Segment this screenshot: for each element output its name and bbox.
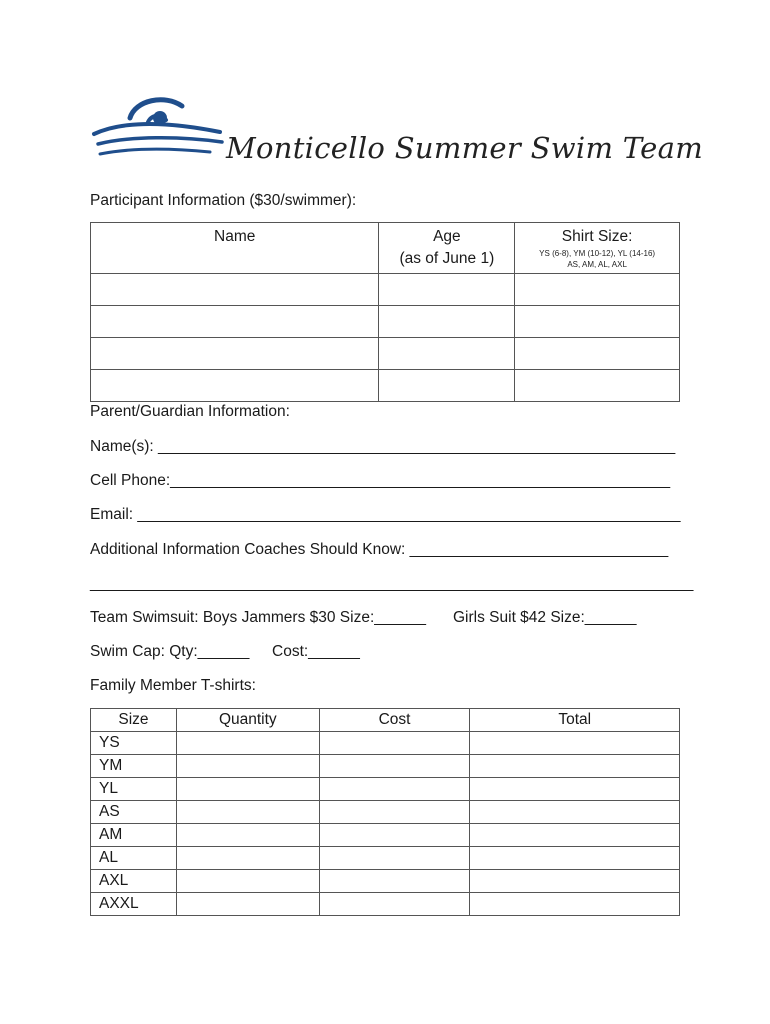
cell-phone-field[interactable]: Cell Phone:__________________________________________________________	[90, 472, 671, 489]
cap-cost-field[interactable]: Cost:______	[272, 643, 360, 660]
col-age-header: Age (as of June 1)	[379, 223, 515, 274]
quantity-cell[interactable]	[176, 801, 319, 824]
table-row	[91, 306, 680, 338]
table-row	[91, 824, 680, 847]
col-quantity-header: Quantity	[176, 709, 319, 732]
size-label: YS	[91, 732, 177, 755]
parent-names-field[interactable]: Name(s): ____________________________________________________________	[90, 438, 676, 455]
age-cell[interactable]	[379, 370, 515, 402]
age-cell[interactable]	[379, 274, 515, 306]
cost-cell[interactable]	[319, 893, 470, 916]
shirt-cell[interactable]	[515, 274, 680, 306]
table-row	[91, 732, 680, 755]
table-row	[91, 870, 680, 893]
cost-cell[interactable]	[319, 778, 470, 801]
size-label: AXL	[91, 870, 177, 893]
shirt-cell[interactable]	[515, 370, 680, 402]
col-total-header: Total	[470, 709, 680, 732]
name-cell[interactable]	[91, 306, 379, 338]
size-label: AXXL	[91, 893, 177, 916]
cap-qty-field[interactable]: Swim Cap: Qty:______	[90, 643, 250, 660]
table-row	[91, 755, 680, 778]
size-label: YL	[91, 778, 177, 801]
quantity-cell[interactable]	[176, 755, 319, 778]
table-row	[91, 893, 680, 916]
shirt-cell[interactable]	[515, 306, 680, 338]
page-title: Monticello Summer Swim Team	[226, 131, 703, 165]
total-cell[interactable]	[470, 755, 680, 778]
parent-heading: Parent/Guardian Information:	[90, 403, 290, 420]
family-heading: Family Member T-shirts:	[90, 677, 256, 694]
table-row	[91, 778, 680, 801]
quantity-cell[interactable]	[176, 893, 319, 916]
col-name-header: Name	[91, 223, 379, 274]
participant-table	[90, 222, 680, 402]
girls-suit-field[interactable]: Girls Suit $42 Size:______	[453, 609, 637, 626]
name-cell[interactable]	[91, 338, 379, 370]
col-shirt-header: Shirt Size: YS (6-8), YM (10-12), YL (14-16) AS, AM, AL, AXL	[515, 223, 680, 274]
name-cell[interactable]	[91, 274, 379, 306]
total-cell[interactable]	[470, 870, 680, 893]
cost-cell[interactable]	[319, 755, 470, 778]
family-shirt-table	[90, 708, 680, 916]
table-row	[91, 847, 680, 870]
email-field[interactable]: Email: _______________________________________________________________	[90, 506, 681, 523]
cost-cell[interactable]	[319, 801, 470, 824]
age-cell[interactable]	[379, 306, 515, 338]
name-cell[interactable]	[91, 370, 379, 402]
quantity-cell[interactable]	[176, 732, 319, 755]
quantity-cell[interactable]	[176, 847, 319, 870]
table-row	[91, 274, 680, 306]
size-label: AL	[91, 847, 177, 870]
col-cost-header: Cost	[319, 709, 470, 732]
total-cell[interactable]	[470, 778, 680, 801]
age-cell[interactable]	[379, 338, 515, 370]
cost-cell[interactable]	[319, 732, 470, 755]
quantity-cell[interactable]	[176, 870, 319, 893]
cost-cell[interactable]	[319, 824, 470, 847]
additional-info-field[interactable]: Additional Information Coaches Should Know: ______________________________	[90, 541, 669, 558]
participant-heading: Participant Information ($30/swimmer):	[90, 192, 357, 209]
table-row	[91, 801, 680, 824]
quantity-cell[interactable]	[176, 778, 319, 801]
size-label: AS	[91, 801, 177, 824]
cost-cell[interactable]	[319, 870, 470, 893]
quantity-cell[interactable]	[176, 824, 319, 847]
additional-info-line[interactable]: ______________________________________________________________________	[90, 575, 694, 592]
total-cell[interactable]	[470, 824, 680, 847]
total-cell[interactable]	[470, 847, 680, 870]
size-label: AM	[91, 824, 177, 847]
boys-suit-field[interactable]: Team Swimsuit: Boys Jammers $30 Size:______	[90, 609, 426, 626]
swimmer-logo-icon	[90, 92, 230, 164]
total-cell[interactable]	[470, 893, 680, 916]
total-cell[interactable]	[470, 732, 680, 755]
shirt-cell[interactable]	[515, 338, 680, 370]
table-row	[91, 338, 680, 370]
table-row	[91, 370, 680, 402]
size-label: YM	[91, 755, 177, 778]
cost-cell[interactable]	[319, 847, 470, 870]
total-cell[interactable]	[470, 801, 680, 824]
col-size-header: Size	[91, 709, 177, 732]
